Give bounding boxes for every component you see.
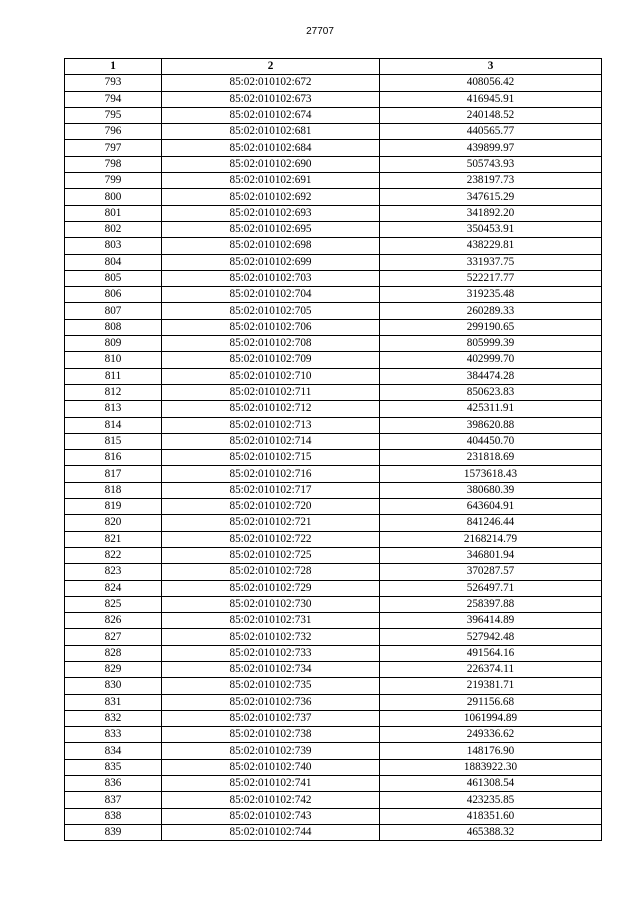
row-number-cell: 834: [65, 743, 162, 759]
row-number-cell: 827: [65, 629, 162, 645]
cadastral-number-cell: 85:02:010102:704: [162, 287, 380, 303]
row-number-cell: 796: [65, 124, 162, 140]
table-row: [65, 384, 602, 400]
table-row: [65, 450, 602, 466]
cadastral-number-cell: 85:02:010102:716: [162, 466, 380, 482]
row-number-cell: 815: [65, 433, 162, 449]
value-cell: 258397.88: [380, 596, 602, 612]
cadastral-number-cell: 85:02:010102:720: [162, 499, 380, 515]
value-cell: 350453.91: [380, 221, 602, 237]
header-row: [65, 59, 602, 75]
row-number-cell: 829: [65, 661, 162, 677]
table-row: [65, 564, 602, 580]
table-row: [65, 499, 602, 515]
cadastral-number-cell: 85:02:010102:721: [162, 515, 380, 531]
cadastral-number-cell: 85:02:010102:715: [162, 450, 380, 466]
cadastral-number-cell: 85:02:010102:705: [162, 303, 380, 319]
value-cell: 380680.39: [380, 482, 602, 498]
table-row: [65, 743, 602, 759]
value-cell: 341892.20: [380, 205, 602, 221]
row-number-cell: 799: [65, 173, 162, 189]
cadastral-number-cell: 85:02:010102:693: [162, 205, 380, 221]
value-cell: 850623.83: [380, 384, 602, 400]
value-cell: 384474.28: [380, 368, 602, 384]
cadastral-number-cell: 85:02:010102:691: [162, 173, 380, 189]
table-row: [65, 515, 602, 531]
table-body: [65, 75, 602, 841]
value-cell: 425311.91: [380, 401, 602, 417]
row-number-cell: 802: [65, 221, 162, 237]
value-cell: 249336.62: [380, 727, 602, 743]
value-cell: 438229.81: [380, 238, 602, 254]
value-cell: 291156.68: [380, 694, 602, 710]
table-row: [65, 727, 602, 743]
table-row: [65, 401, 602, 417]
value-cell: 1883922.30: [380, 759, 602, 775]
cadastral-number-cell: 85:02:010102:735: [162, 678, 380, 694]
row-number-cell: 826: [65, 613, 162, 629]
row-number-cell: 821: [65, 531, 162, 547]
cadastral-number-cell: 85:02:010102:710: [162, 368, 380, 384]
table-row: [65, 629, 602, 645]
table-row: [65, 792, 602, 808]
value-cell: 805999.39: [380, 336, 602, 352]
table-row: [65, 254, 602, 270]
table-row: [65, 417, 602, 433]
cadastral-number-cell: 85:02:010102:684: [162, 140, 380, 156]
cadastral-number-cell: 85:02:010102:672: [162, 75, 380, 91]
table-row: [65, 238, 602, 254]
cadastral-number-cell: 85:02:010102:708: [162, 336, 380, 352]
cadastral-number-cell: 85:02:010102:730: [162, 596, 380, 612]
table-row: [65, 173, 602, 189]
value-cell: 148176.90: [380, 743, 602, 759]
cadastral-number-cell: 85:02:010102:699: [162, 254, 380, 270]
value-cell: 347615.29: [380, 189, 602, 205]
value-cell: 423235.85: [380, 792, 602, 808]
table-row: [65, 466, 602, 482]
value-cell: 402999.70: [380, 352, 602, 368]
row-number-cell: 824: [65, 580, 162, 596]
value-cell: 219381.71: [380, 678, 602, 694]
row-number-cell: 837: [65, 792, 162, 808]
table-row: [65, 221, 602, 237]
value-cell: 439899.97: [380, 140, 602, 156]
cadastral-number-cell: 85:02:010102:725: [162, 547, 380, 563]
value-cell: 526497.71: [380, 580, 602, 596]
data-table: [64, 58, 602, 841]
value-cell: 522217.77: [380, 270, 602, 286]
row-number-cell: 803: [65, 238, 162, 254]
column-header-2: 2: [162, 59, 380, 75]
table-row: [65, 645, 602, 661]
cadastral-number-cell: 85:02:010102:729: [162, 580, 380, 596]
cadastral-number-cell: 85:02:010102:728: [162, 564, 380, 580]
cadastral-number-cell: 85:02:010102:744: [162, 824, 380, 840]
table-row: [65, 270, 602, 286]
row-number-cell: 816: [65, 450, 162, 466]
value-cell: 408056.42: [380, 75, 602, 91]
row-number-cell: 800: [65, 189, 162, 205]
value-cell: 299190.65: [380, 319, 602, 335]
value-cell: 260289.33: [380, 303, 602, 319]
value-cell: 418351.60: [380, 808, 602, 824]
table-row: [65, 91, 602, 107]
table-row: [65, 433, 602, 449]
cadastral-number-cell: 85:02:010102:742: [162, 792, 380, 808]
table-row: [65, 352, 602, 368]
row-number-cell: 814: [65, 417, 162, 433]
cadastral-number-cell: 85:02:010102:717: [162, 482, 380, 498]
table-row: [65, 710, 602, 726]
value-cell: 465388.32: [380, 824, 602, 840]
cadastral-number-cell: 85:02:010102:681: [162, 124, 380, 140]
row-number-cell: 797: [65, 140, 162, 156]
table-row: [65, 124, 602, 140]
table-row: [65, 776, 602, 792]
table-row: [65, 319, 602, 335]
column-header-3: 3: [380, 59, 602, 75]
value-cell: 491564.16: [380, 645, 602, 661]
row-number-cell: 833: [65, 727, 162, 743]
row-number-cell: 817: [65, 466, 162, 482]
table-row: [65, 547, 602, 563]
table-row: [65, 531, 602, 547]
value-cell: 238197.73: [380, 173, 602, 189]
row-number-cell: 820: [65, 515, 162, 531]
row-number-cell: 806: [65, 287, 162, 303]
cadastral-number-cell: 85:02:010102:709: [162, 352, 380, 368]
table-row: [65, 661, 602, 677]
value-cell: 643604.91: [380, 499, 602, 515]
value-cell: 505743.93: [380, 156, 602, 172]
column-header-1: 1: [65, 59, 162, 75]
value-cell: 396414.89: [380, 613, 602, 629]
table-row: [65, 107, 602, 123]
row-number-cell: 823: [65, 564, 162, 580]
row-number-cell: 832: [65, 710, 162, 726]
value-cell: 1573618.43: [380, 466, 602, 482]
row-number-cell: 793: [65, 75, 162, 91]
value-cell: 416945.91: [380, 91, 602, 107]
cadastral-number-cell: 85:02:010102:740: [162, 759, 380, 775]
cadastral-number-cell: 85:02:010102:695: [162, 221, 380, 237]
table-row: [65, 368, 602, 384]
row-number-cell: 825: [65, 596, 162, 612]
row-number-cell: 830: [65, 678, 162, 694]
cadastral-number-cell: 85:02:010102:674: [162, 107, 380, 123]
cadastral-number-cell: 85:02:010102:743: [162, 808, 380, 824]
row-number-cell: 831: [65, 694, 162, 710]
value-cell: 461308.54: [380, 776, 602, 792]
row-number-cell: 822: [65, 547, 162, 563]
value-cell: 2168214.79: [380, 531, 602, 547]
table-row: [65, 75, 602, 91]
table-row: [65, 287, 602, 303]
row-number-cell: 818: [65, 482, 162, 498]
value-cell: 398620.88: [380, 417, 602, 433]
value-cell: 1061994.89: [380, 710, 602, 726]
table-header: [65, 59, 602, 75]
row-number-cell: 804: [65, 254, 162, 270]
table-row: [65, 580, 602, 596]
value-cell: 527942.48: [380, 629, 602, 645]
table-row: [65, 189, 602, 205]
value-cell: 226374.11: [380, 661, 602, 677]
cadastral-number-cell: 85:02:010102:698: [162, 238, 380, 254]
table-row: [65, 336, 602, 352]
cadastral-number-cell: 85:02:010102:732: [162, 629, 380, 645]
row-number-cell: 810: [65, 352, 162, 368]
value-cell: 440565.77: [380, 124, 602, 140]
table-row: [65, 759, 602, 775]
cadastral-number-cell: 85:02:010102:711: [162, 384, 380, 400]
row-number-cell: 836: [65, 776, 162, 792]
cadastral-number-cell: 85:02:010102:741: [162, 776, 380, 792]
table-row: [65, 205, 602, 221]
row-number-cell: 805: [65, 270, 162, 286]
cadastral-number-cell: 85:02:010102:692: [162, 189, 380, 205]
table-row: [65, 303, 602, 319]
cadastral-number-cell: 85:02:010102:712: [162, 401, 380, 417]
row-number-cell: 811: [65, 368, 162, 384]
cadastral-number-cell: 85:02:010102:736: [162, 694, 380, 710]
cadastral-number-cell: 85:02:010102:733: [162, 645, 380, 661]
row-number-cell: 794: [65, 91, 162, 107]
row-number-cell: 795: [65, 107, 162, 123]
cadastral-number-cell: 85:02:010102:739: [162, 743, 380, 759]
row-number-cell: 808: [65, 319, 162, 335]
row-number-cell: 801: [65, 205, 162, 221]
value-cell: 404450.70: [380, 433, 602, 449]
table-row: [65, 678, 602, 694]
cadastral-number-cell: 85:02:010102:731: [162, 613, 380, 629]
cadastral-number-cell: 85:02:010102:738: [162, 727, 380, 743]
row-number-cell: 807: [65, 303, 162, 319]
cadastral-number-cell: 85:02:010102:673: [162, 91, 380, 107]
cadastral-number-cell: 85:02:010102:703: [162, 270, 380, 286]
row-number-cell: 819: [65, 499, 162, 515]
cadastral-number-cell: 85:02:010102:713: [162, 417, 380, 433]
row-number-cell: 838: [65, 808, 162, 824]
cadastral-number-cell: 85:02:010102:714: [162, 433, 380, 449]
row-number-cell: 813: [65, 401, 162, 417]
row-number-cell: 835: [65, 759, 162, 775]
table-row: [65, 156, 602, 172]
cadastral-number-cell: 85:02:010102:737: [162, 710, 380, 726]
value-cell: 841246.44: [380, 515, 602, 531]
table-row: [65, 482, 602, 498]
table-row: [65, 140, 602, 156]
row-number-cell: 839: [65, 824, 162, 840]
cadastral-number-cell: 85:02:010102:722: [162, 531, 380, 547]
table-row: [65, 808, 602, 824]
value-cell: 240148.52: [380, 107, 602, 123]
table-row: [65, 824, 602, 840]
table-row: [65, 613, 602, 629]
row-number-cell: 812: [65, 384, 162, 400]
value-cell: 319235.48: [380, 287, 602, 303]
row-number-cell: 798: [65, 156, 162, 172]
page-number: 27707: [306, 26, 334, 37]
table-row: [65, 596, 602, 612]
value-cell: 346801.94: [380, 547, 602, 563]
value-cell: 370287.57: [380, 564, 602, 580]
row-number-cell: 828: [65, 645, 162, 661]
row-number-cell: 809: [65, 336, 162, 352]
value-cell: 331937.75: [380, 254, 602, 270]
value-cell: 231818.69: [380, 450, 602, 466]
cadastral-number-cell: 85:02:010102:706: [162, 319, 380, 335]
cadastral-number-cell: 85:02:010102:690: [162, 156, 380, 172]
cadastral-number-cell: 85:02:010102:734: [162, 661, 380, 677]
table-row: [65, 694, 602, 710]
